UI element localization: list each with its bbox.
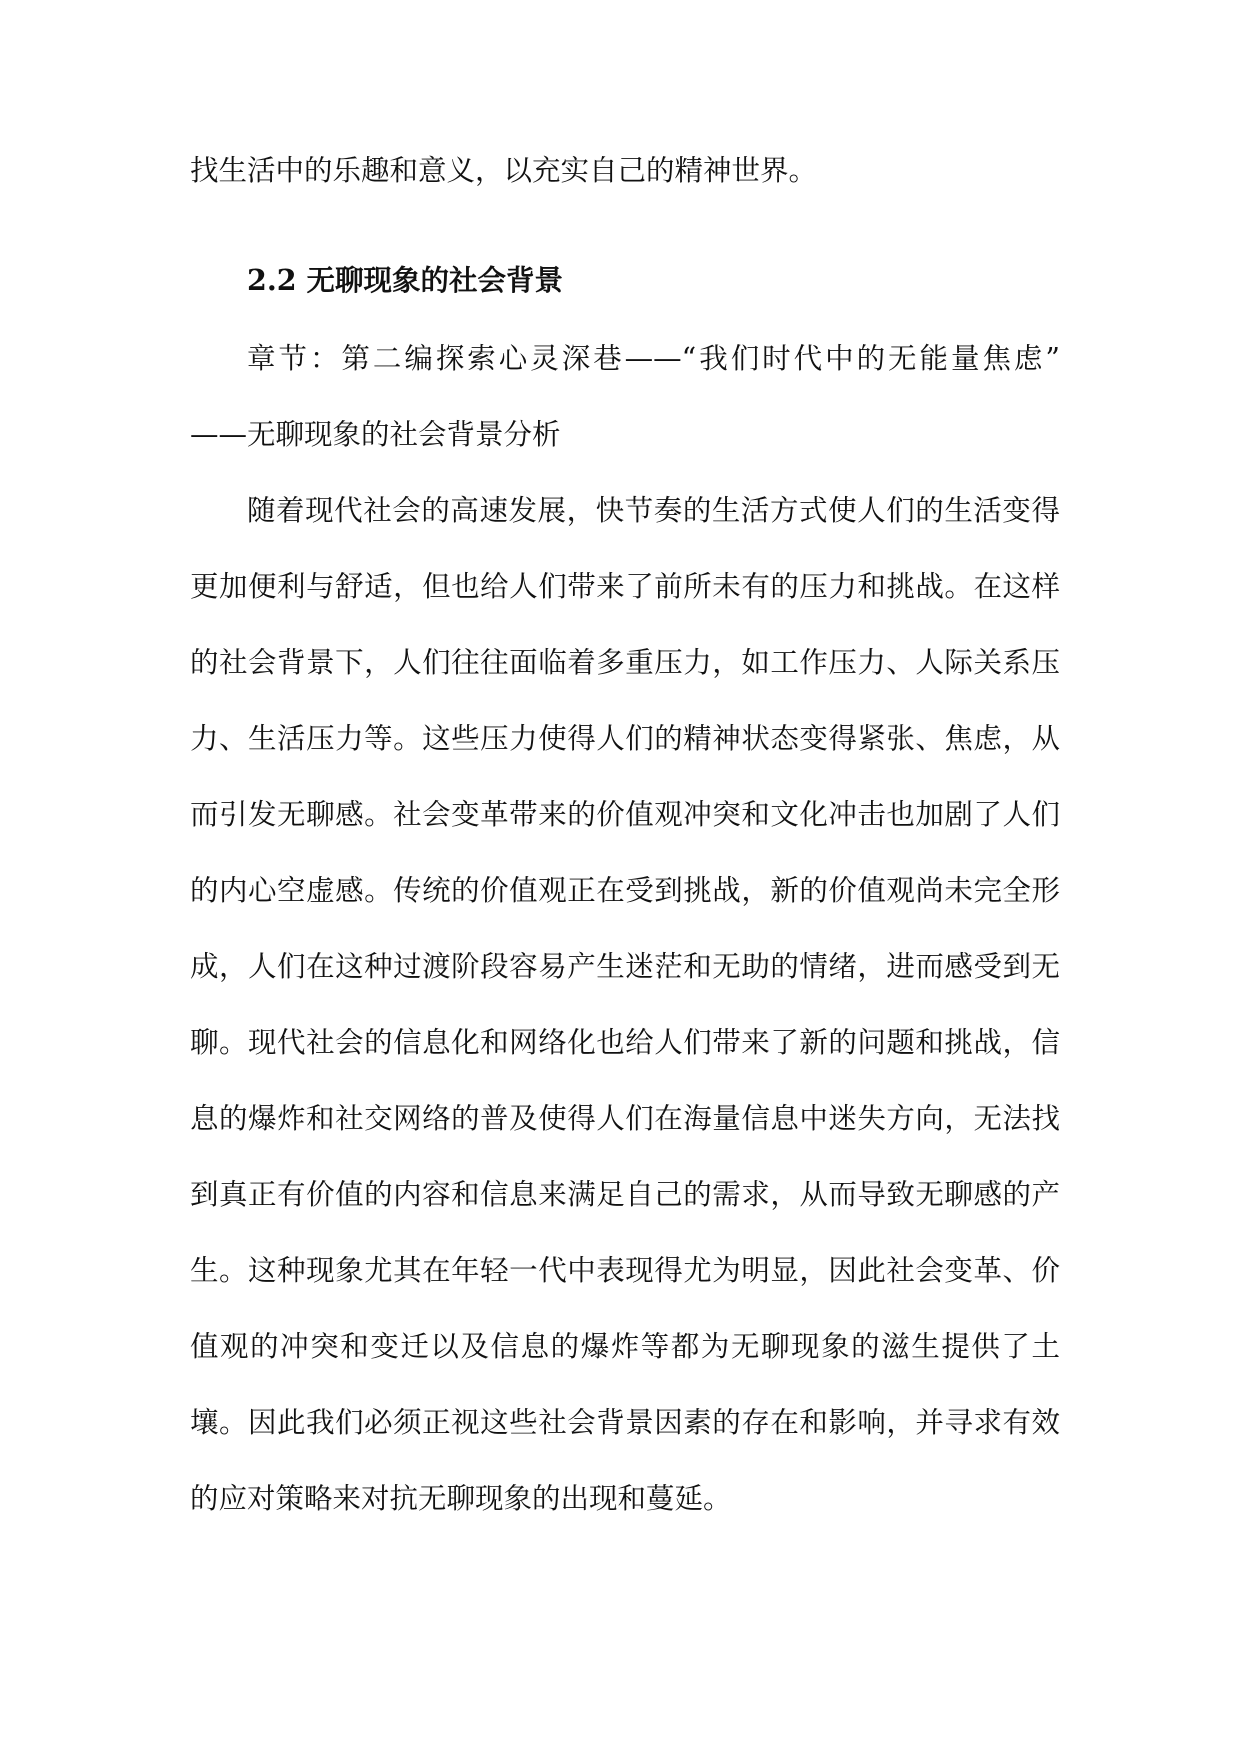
paragraph-line: 壤。因此我们必须正视这些社会背景因素的存在和影响，并寻求有效 xyxy=(190,1406,1060,1439)
paragraph-line: 生。这种现象尤其在年轻一代中表现得尤为明显，因此社会变革、价 xyxy=(190,1254,1060,1287)
paragraph-line: 的内心空虚感。传统的价值观正在受到挑战，新的价值观尚未完全形 xyxy=(190,874,1060,907)
paragraph-line: 更加便利与舒适，但也给人们带来了前所未有的压力和挑战。在这样 xyxy=(190,570,1060,603)
paragraph-line: 聊。现代社会的信息化和网络化也给人们带来了新的问题和挑战，信 xyxy=(190,1026,1060,1059)
section-body xyxy=(190,321,1060,1537)
paragraph-last-line: 的应对策略来对抗无聊现象的出现和蔓延。 xyxy=(190,1482,732,1515)
paragraph-line: 值观的冲突和变迁以及信息的爆炸等都为无聊现象的滋生提供了土 xyxy=(190,1330,1060,1363)
section-heading: 2.2 无聊现象的社会背景 xyxy=(247,263,564,297)
body-paragraph xyxy=(190,473,1060,1537)
paragraph-line: 的社会背景下，人们往往面临着多重压力，如工作压力、人际关系压 xyxy=(190,646,1060,679)
chapter-note-line: ——无聊现象的社会背景分析 xyxy=(190,418,561,451)
paragraph-line: 息的爆炸和社交网络的普及使得人们在海量信息中迷失方向，无法找 xyxy=(190,1102,1060,1135)
paragraph-line: 力、生活压力等。这些压力使得人们的精神状态变得紧张、焦虑，从 xyxy=(190,722,1060,755)
paragraph-line: 随着现代社会的高速发展，快节奏的生活方式使人们的生活变得 xyxy=(247,494,1060,527)
paragraph-line: 而引发无聊感。社会变革带来的价值观冲突和文化冲击也加剧了人们 xyxy=(190,798,1060,831)
paragraph-line: 到真正有价值的内容和信息来满足自己的需求，从而导致无聊感的产 xyxy=(190,1178,1060,1211)
paragraph-line: 成，人们在这种过渡阶段容易产生迷茫和无助的情绪，进而感受到无 xyxy=(190,950,1060,983)
chapter-note xyxy=(190,321,1060,473)
chapter-note-line: 章节：第二编探索心灵深巷——“我们时代中的无能量焦虑” xyxy=(247,342,1060,375)
continuation-line: 找生活中的乐趣和意义，以充实自己的精神世界。 xyxy=(190,154,818,187)
